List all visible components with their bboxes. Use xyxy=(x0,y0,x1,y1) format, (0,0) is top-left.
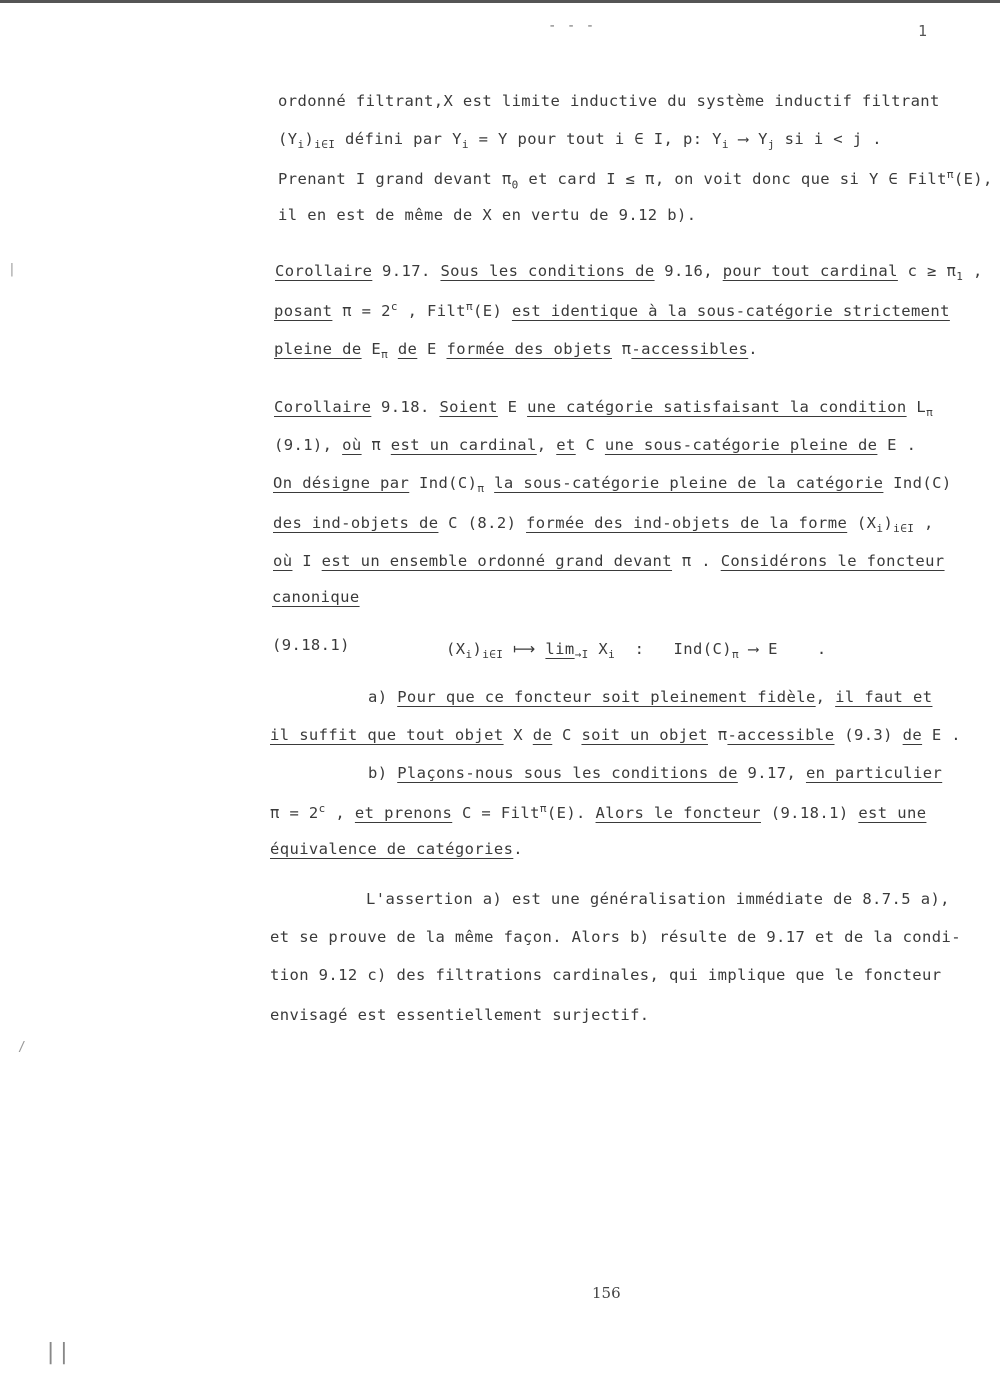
top-border xyxy=(0,0,1000,3)
text-line: il en est de même de X en vertu de 9.12 b). xyxy=(278,206,697,224)
text-line: a) Pour que ce foncteur soit pleinement fidèle, il faut et xyxy=(368,688,933,706)
text-line: envisagé est essentiellement surjectif. xyxy=(270,1006,650,1024)
text-line: Prenant I grand devant $\pi_0$ et card I ≤ π, on voit donc que si Y ∈ Filt$^\pi$(E), xyxy=(278,168,993,192)
text-line: (9.1), où π est un cardinal, et C une sous-catégorie pleine de E . xyxy=(274,436,917,454)
header-dash: - - - xyxy=(548,18,596,34)
text-line: On désigne par $Ind(C)_\pi$ la sous-catégorie pleine de la catégorie Ind(C) xyxy=(273,474,952,496)
text-line: tion 9.12 c) des filtrations cardinales, qui implique que le foncteur xyxy=(270,966,942,984)
text-line: b) Plaçons-nous sous les conditions de 9.17, en particulier xyxy=(368,764,943,782)
text-line: pleine de $E_\pi$ de E formée des objets π-accessibles. xyxy=(274,340,758,362)
text-line: équivalence de catégories. xyxy=(270,840,524,858)
text-line: posant $\pi = 2^c$ , Filt$^\pi$(E) est identique à la sous-catégorie strictement xyxy=(274,300,950,321)
corollary-9-17: Corollaire 9.17. Sous les conditions de 9.16, pour tout cardinal $c \ge \pi_1$ , xyxy=(275,262,983,284)
corollary-9-18: Corollaire 9.18. Soient E une catégorie satisfaisant la condition $L_\pi$ xyxy=(274,398,934,420)
text-line: et se prouve de la même façon. Alors b) résulte de 9.17 et de la condi- xyxy=(270,928,961,946)
text-line: ordonné filtrant,X est limite inductive du système inductif filtrant xyxy=(278,92,940,110)
margin-mark: | xyxy=(8,262,16,277)
equation-label: (9.18.1) xyxy=(272,636,350,654)
header-corner-number: 1 xyxy=(918,22,928,40)
text-line: où I est un ensemble ordonné grand devant π . Considérons le foncteur xyxy=(273,552,945,570)
text-line: canonique xyxy=(272,588,360,606)
equation-9-18-1: $(X_i)_{i\in I}$ ⟼ $\lim_{\to I} X_i$ : $Ind(C)_\pi$ ⟶ E . xyxy=(446,640,827,662)
text-line: il suffit que tout objet X de C soit un objet π-accessible (9.3) de E . xyxy=(270,726,962,744)
page-number: 156 xyxy=(592,1284,621,1302)
text-line: $\pi = 2^c$ , et prenons C = Filt$^\pi$(E). Alors le foncteur (9.18.1) est une xyxy=(270,802,927,823)
text-line: $(Y_i)_{i\in I}$ défini par $Y_i = Y$ pour tout i ∈ I, p: $Y_i$ ⟶ $Y_j$ si i < j . xyxy=(278,130,882,152)
text-line: des ind-objets de C (8.2) formée des ind-objets de la forme $(X_i)_{i\in I}$ , xyxy=(273,514,934,536)
margin-mark: || xyxy=(44,1340,71,1365)
text-line: L'assertion a) est une généralisation immédiate de 8.7.5 a), xyxy=(366,890,950,908)
margin-mark: / xyxy=(18,1040,26,1055)
